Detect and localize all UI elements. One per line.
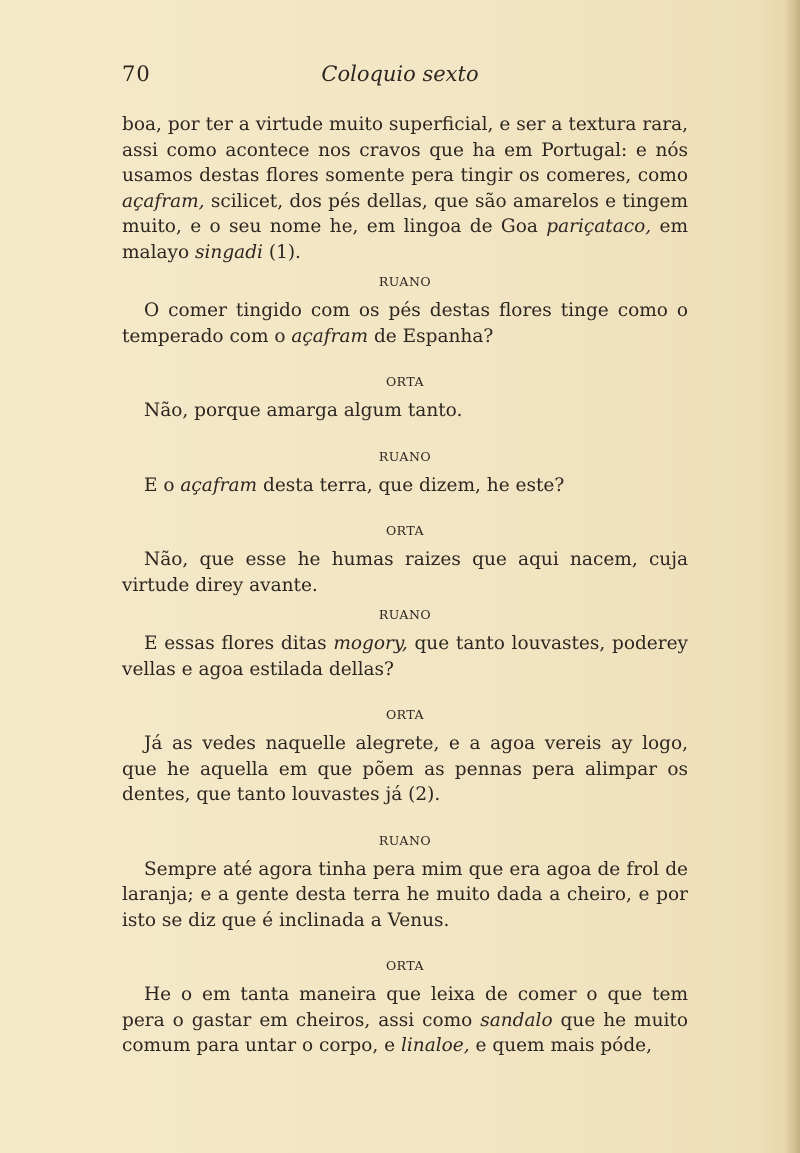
italic-term: açafram: [180, 474, 258, 496]
paragraph: [122, 112, 688, 265]
text-run: (1).: [262, 241, 301, 263]
running-head: Coloquio sexto: [321, 62, 479, 86]
speaker-label: RUANO: [378, 448, 432, 464]
speaker-label: RUANO: [378, 832, 432, 848]
italic-term: linaloe,: [400, 1035, 470, 1056]
text-run: E o: [144, 474, 181, 496]
text-run: O comer tingido com os pés destas flores tinge como o temperado com o: [122, 300, 688, 347]
italic-term: singadi: [195, 241, 263, 263]
body-text: [122, 112, 688, 1059]
speaker-label: ORTA: [385, 523, 425, 538]
paragraph: Já as vedes naquelle alegrete, e a agoa vereis ay logo, que he aquella em que põem as pennas pera alimpar os dentes, que tanto louvastes já (2).: [122, 733, 688, 805]
speaker-label: ORTA: [385, 958, 425, 973]
page-number: 70: [122, 62, 151, 86]
italic-term: açafram: [291, 325, 369, 347]
paragraph: Não, que esse he humas raizes que aqui nacem, cuja virtude direy avante.: [122, 549, 688, 596]
speaker-label: ORTA: [385, 374, 425, 389]
italic-term: sandalo: [480, 1009, 553, 1031]
text-run: scilicet, dos pés dellas, que são amarelos e tingem muito, e o seu nome he, em lingoa de Goa: [122, 190, 688, 237]
speaker-label: RUANO: [378, 274, 432, 289]
paragraph: [122, 473, 688, 499]
text-run: e quem mais póde,: [469, 1035, 652, 1056]
text-run: boa, por ter a virtude muito superficial, e ser a textura rara, assi como acontece nos cravos que ha em Portugal: e nós usamos destas flores somente pera tingir os comeres, como: [122, 114, 688, 186]
text-run: He o em tanta maneira que leixa de comer o que tem pera o gastar em cheiros, assi como: [122, 984, 688, 1031]
page-edge-shadow: [784, 0, 800, 1153]
text-run: de Espanha?: [368, 325, 494, 347]
text-run: desta terra, que dizem, he este?: [257, 474, 565, 496]
text-run: em malayo: [122, 216, 688, 263]
italic-term: mogory,: [333, 633, 408, 654]
page-header: [0, 62, 800, 92]
italic-term: açafram,: [122, 190, 205, 212]
speaker-label: ORTA: [385, 707, 425, 722]
paragraph: [122, 631, 688, 682]
text-run: que tanto louvastes, poderey vellas e agoa estilada dellas?: [122, 633, 688, 680]
text-run: que he muito comum para untar o corpo, e: [122, 1009, 688, 1056]
paragraph: [122, 982, 688, 1059]
speaker-label: RUANO: [378, 607, 432, 622]
paragraph: [122, 298, 688, 349]
italic-term: pariçataco,: [546, 216, 652, 237]
text-run: E essas flores ditas: [144, 633, 334, 654]
paragraph: Não, porque amarga algum tanto.: [144, 400, 463, 421]
paragraph: Sempre até agora tinha pera mim que era agoa de frol de laranja; e a gente desta terra he muito dada a cheiro, e por isto se diz que é inclinada a Venus.: [122, 858, 688, 931]
